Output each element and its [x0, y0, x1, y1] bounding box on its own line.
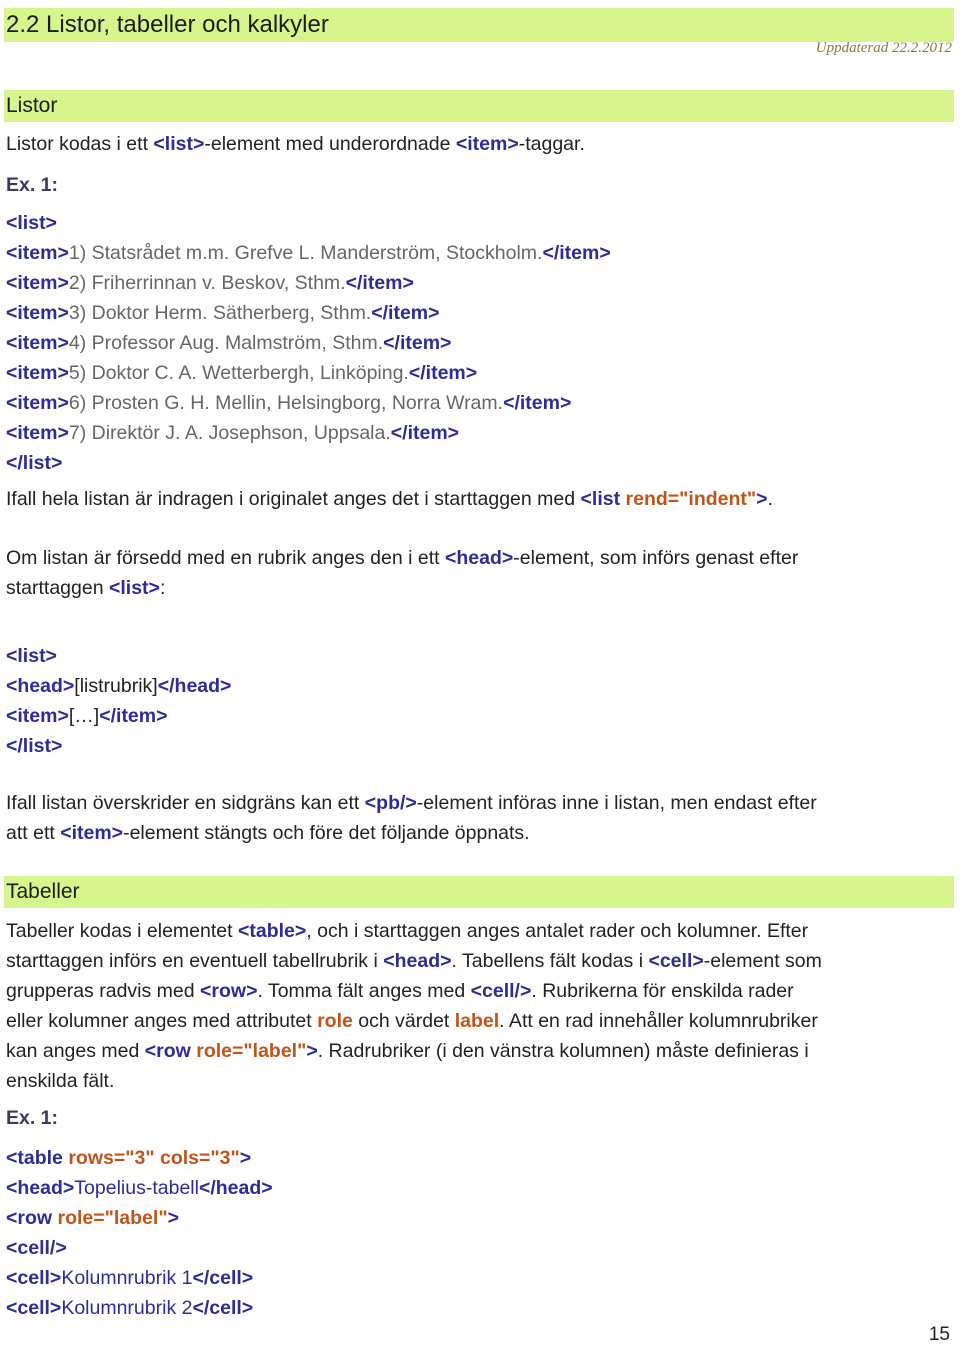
code-line: <head>[listrubrik]</head>	[6, 675, 232, 697]
code-line: </list>	[6, 735, 63, 757]
code-line: <item>7) Direktör J. A. Josephson, Uppsala.</item>	[6, 422, 460, 444]
section-heading-tabeller: Tabeller	[4, 876, 954, 908]
paragraph-line: eller kolumner anges med attributet role och värdet label. Att en rad innehåller kolumnrubriker	[6, 1010, 818, 1032]
updated-date: Uppdaterad 22.2.2012	[815, 40, 952, 56]
pb-note-line-1: Ifall listan överskrider en sidgräns kan ett <pb/>-element införas inne i listan, men endast efter	[6, 792, 817, 814]
paragraph-line: Tabeller kodas i elementet <table>, och i starttaggen anges antalet rader och kolumner. Efter	[6, 920, 809, 942]
section-heading-listor: Listor	[4, 90, 954, 122]
head-note-line-2: starttaggen <list>:	[6, 577, 166, 599]
code-line: <item>4) Professor Aug. Malmström, Sthm.</item>	[6, 332, 452, 354]
indent-note: Ifall hela listan är indragen i originalet anges det i starttaggen med <list rend="indent">.	[6, 488, 773, 510]
code-line: <item>3) Doktor Herm. Sätherberg, Sthm.</item>	[6, 302, 440, 324]
code-line: <cell>Kolumnrubrik 2</cell>	[6, 1297, 254, 1319]
code-example-head	[6, 641, 952, 761]
paragraph-line: starttaggen införs en eventuell tabellrubrik i <head>. Tabellens fält kodas i <cell>-element som	[6, 950, 822, 972]
code-line: <item>2) Friherrinnan v. Beskov, Sthm.</item>	[6, 272, 414, 294]
code-line: <head>Topelius-tabell</head>	[6, 1177, 273, 1199]
code-line: <item>1) Statsrådet m.m. Grefve L. Manderström, Stockholm.</item>	[6, 242, 611, 264]
paragraph-line: enskilda fält.	[6, 1070, 115, 1092]
example-label: Ex. 1:	[6, 174, 59, 196]
pb-note-line-2: att ett <item>-element stängts och före det följande öppnats.	[6, 822, 530, 844]
code-example-list	[6, 208, 952, 478]
paragraph-line: grupperas radvis med <row>. Tomma fält anges med <cell/>. Rubrikerna för enskilda rader	[6, 980, 794, 1002]
example-label: Ex. 1:	[6, 1107, 59, 1129]
tabeller-paragraph	[6, 916, 952, 1096]
code-line: <cell>Kolumnrubrik 1</cell>	[6, 1267, 254, 1289]
page-title: 2.2 Listor, tabeller och kalkyler	[4, 8, 954, 42]
listor-intro: Listor kodas i ett <list>-element med underordnade <item>-taggar.	[6, 133, 585, 155]
code-line: <cell/>	[6, 1237, 67, 1259]
code-line: <table rows="3" cols="3">	[6, 1147, 252, 1169]
paragraph-line: kan anges med <row role="label">. Radrubriker (i den vänstra kolumnen) måste definieras i	[6, 1040, 809, 1062]
page-number: 15	[928, 1324, 950, 1345]
code-line: <row role="label">	[6, 1207, 179, 1229]
code-line: <list>	[6, 212, 57, 234]
code-line: <list>	[6, 645, 57, 667]
code-line: </list>	[6, 452, 63, 474]
code-line: <item>6) Prosten G. H. Mellin, Helsingborg, Norra Wram.</item>	[6, 392, 572, 414]
code-line: <item>5) Doktor C. A. Wetterbergh, Linköping.</item>	[6, 362, 478, 384]
code-line: <item>[…]</item>	[6, 705, 168, 727]
head-note-line-1: Om listan är försedd med en rubrik anges den i ett <head>-element, som införs genast efter	[6, 547, 799, 569]
code-example-table	[6, 1143, 952, 1323]
